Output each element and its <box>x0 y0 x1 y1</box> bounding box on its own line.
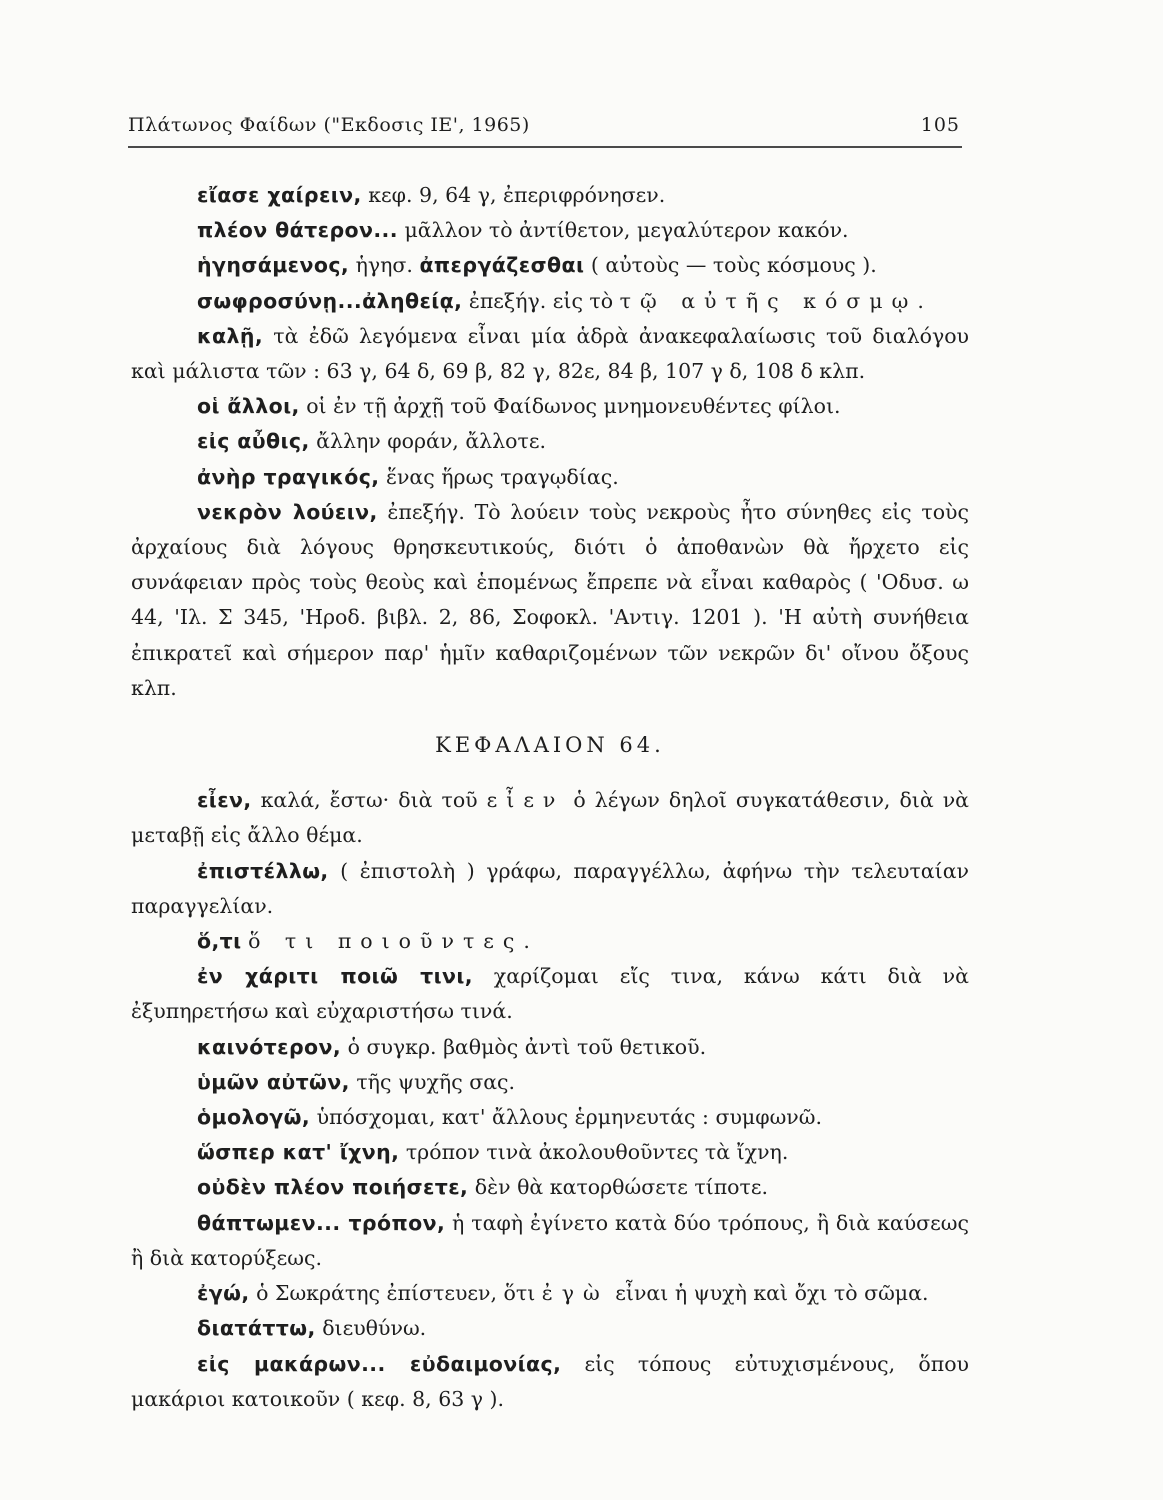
glossary-entry <box>131 1030 969 1065</box>
glossary-entry <box>131 1135 969 1170</box>
entry-gloss-continued: εἶναι ἡ ψυχὴ καὶ ὄχι τὸ σῶμα. <box>608 1281 929 1306</box>
entry-gloss: ἡ ταφὴ ἐγίνετο κατὰ δύο τρόπους, ἢ διὰ καύσεως ἢ διὰ κατορύξεως. <box>131 1210 969 1270</box>
entry-gloss: μᾶλλον τὸ ἀντίθετον, μεγαλύτερον κακόν. <box>397 218 849 243</box>
entry-gloss-continued: ( αὐτοὺς — τοὺς κόσμους ). <box>584 253 877 278</box>
entry-spaced-phrase: ἐγὼ <box>541 1281 609 1306</box>
entry-spaced-phrase: εἶεν <box>486 788 565 813</box>
running-header <box>128 106 962 148</box>
entry-gloss: κεφ. 9, 64 γ, ἐπεριφρόνησεν. <box>361 183 666 207</box>
entry-gloss: οἱ ἐν τῇ ἀρχῇ τοῦ Φαίδωνος μνημονευθέντες φίλοι. <box>299 394 841 419</box>
entry-gloss: δὲν θὰ κατορθώσετε τίποτε. <box>468 1175 769 1200</box>
entry-headword: ἐπιστέλλω, <box>197 858 329 883</box>
entry-headword: ἀπεργάζεσθαι <box>419 253 585 278</box>
glossary-entry <box>131 1100 969 1135</box>
entry-headword: νεκρὸν λούειν, <box>197 499 378 524</box>
entry-headword: καλῇ, <box>197 323 264 348</box>
entry-headword: διατάττω, <box>197 1316 316 1341</box>
entries-section-a <box>131 178 969 706</box>
glossary-entry <box>131 1065 969 1100</box>
running-title: Πλάτωνος Φαίδων ("Εκδοσις ΙΕ', 1965) <box>128 114 530 136</box>
glossary-entry <box>131 854 969 924</box>
glossary-entry <box>131 460 969 495</box>
entry-gloss: ὑπόσχομαι, κατ' ἄλλους ἑρμηνευτάς : συμφωνῶ. <box>310 1105 822 1130</box>
entry-headword: ὥσπερ κατ' ἴχνη, <box>197 1140 400 1165</box>
page-number: 105 <box>920 114 960 136</box>
entry-headword: θάπτωμεν... τρόπον, <box>197 1210 446 1235</box>
entry-headword: ὑμῶν αὐτῶν, <box>197 1069 350 1094</box>
entry-headword: ὅ,τι <box>197 929 242 954</box>
entry-gloss: ἡγησ. <box>349 253 420 278</box>
entry-headword: εἰς μακάρων... εὐδαιμονίας, <box>197 1351 562 1376</box>
entry-headword: οἱ ἄλλοι, <box>197 394 300 419</box>
commentary-body <box>131 178 969 1417</box>
glossary-entry <box>131 1347 969 1417</box>
glossary-entry <box>131 389 969 424</box>
glossary-entry <box>131 959 969 1029</box>
entry-gloss: ( ἐπιστολὴ ) γράφω, παραγγέλλω, ἀφήνω τὴν τελευταίαν παραγγελίαν. <box>131 858 969 918</box>
entry-gloss-continued: ὁ λέγων δηλοῖ συγκατάθεσιν, διὰ νὰ μεταβῇ εἰς ἄλλο θέμα. <box>131 788 970 848</box>
entry-gloss: ἐπεξήγ. Τὸ λούειν τοὺς νεκροὺς ἦτο σύνηθες εἰς τοὺς ἀρχαίους διὰ λόγους θρησκευτικούς, διότι ὁ ἀποθανὼν θὰ ἤρχετο εἰς συνάφειαν πρὸς τοὺς θεοὺς καὶ ἑπομένως ἔπρεπε νὰ εἶναι καθαρὸς ( 'Οδυσ. ω 44, 'Ιλ. Σ 345, 'Ηροδ. βιβλ. 2, 86, Σοφοκλ. 'Αντιγ. 1201 ). 'Η αὐτὴ συνήθεια ἐπικρατεῖ καὶ σήμερον παρ' ἡμῖν καθαριζομένων τῶν νεκρῶν δι' οἴνου ὄξους κλπ. <box>131 499 970 700</box>
entry-gloss: ἐπεξήγ. εἰς τὸ <box>462 288 620 313</box>
entries-section-b <box>131 783 969 1417</box>
entry-headword: ἐν χάριτι ποιῶ τινι, <box>197 964 473 989</box>
entry-gloss: ὁ συγκρ. βαθμὸς ἀντὶ τοῦ θετικοῦ. <box>341 1034 707 1059</box>
entry-headword: σωφροσύνῃ...ἀληθείᾳ, <box>197 288 463 313</box>
entry-headword: εἴασε χαίρειν, <box>197 183 362 207</box>
entry-gloss: τρόπον τινὰ ἀκολουθοῦντες τὰ ἴχνη. <box>399 1140 789 1165</box>
entry-gloss: τὰ ἐδῶ λεγόμενα εἶναι μία ἁδρὰ ἀνακεφαλαίωσις τοῦ διαλόγου καὶ μάλιστα τῶν : 63 γ, 64 δ, 69 β, 82 γ, 82ε, 84 β, 107 γ δ, 108 δ κλπ. <box>131 323 969 384</box>
glossary-entry <box>131 284 969 319</box>
glossary-entry <box>131 248 969 283</box>
glossary-entry <box>131 495 969 706</box>
entry-headword: ἀνὴρ τραγικός, <box>197 464 380 489</box>
entry-gloss: χαρίζομαι εἴς τινα, κάνω κάτι διὰ νὰ ἐξυπηρετήσω καὶ εὐχαριστήσω τινά. <box>131 964 969 1024</box>
entry-gloss: ἕνας ἥρως τραγῳδίας. <box>379 464 619 489</box>
entry-headword: οὐδὲν πλέον ποιήσετε, <box>197 1175 469 1200</box>
entry-spaced-phrase: τῷ αὐτῆς κόσμῳ <box>619 288 918 313</box>
glossary-entry <box>131 1206 969 1276</box>
entry-gloss-continued: . <box>523 929 530 954</box>
glossary-entry <box>131 424 969 459</box>
entry-headword: εἰς αὖθις, <box>197 429 310 454</box>
glossary-entry <box>131 319 969 389</box>
entry-headword: πλέον θάτερον... <box>197 218 398 243</box>
glossary-entry <box>131 924 969 959</box>
entry-gloss: καλά, ἔστω· διὰ τοῦ <box>251 788 487 813</box>
entry-gloss: εἰς τόπους εὐτυχισμένους, ὅπου μακάριοι κατοικοῦν ( κεφ. 8, 63 γ ). <box>131 1351 970 1411</box>
entry-headword: καινότερον, <box>197 1034 342 1059</box>
entry-spaced-phrase: ὅ τι ποιοῦντες <box>248 929 524 954</box>
entry-headword: ἡγησάμενος, <box>197 253 350 278</box>
glossary-entry <box>131 1276 969 1311</box>
entry-gloss: διευθύνω. <box>315 1316 427 1341</box>
glossary-entry <box>131 783 969 853</box>
glossary-entry <box>131 178 969 213</box>
entry-gloss: ἄλλην φοράν, ἄλλοτε. <box>309 429 546 454</box>
entry-headword: εἶεν, <box>197 788 252 813</box>
glossary-entry <box>131 213 969 248</box>
entry-headword: ὁμολογῶ, <box>197 1105 311 1130</box>
entry-gloss: ὁ Σωκράτης ἐπίστευεν, ὅτι <box>249 1281 542 1306</box>
entry-gloss-continued: . <box>917 288 924 313</box>
chapter-title: ΚΕΦΑΛΑΙΟΝ 64. <box>435 733 665 758</box>
glossary-entry <box>131 1170 969 1205</box>
entry-headword: ἐγώ, <box>197 1281 250 1306</box>
entry-gloss: τῆς ψυχῆς σας. <box>349 1069 516 1094</box>
glossary-entry <box>131 1311 969 1346</box>
